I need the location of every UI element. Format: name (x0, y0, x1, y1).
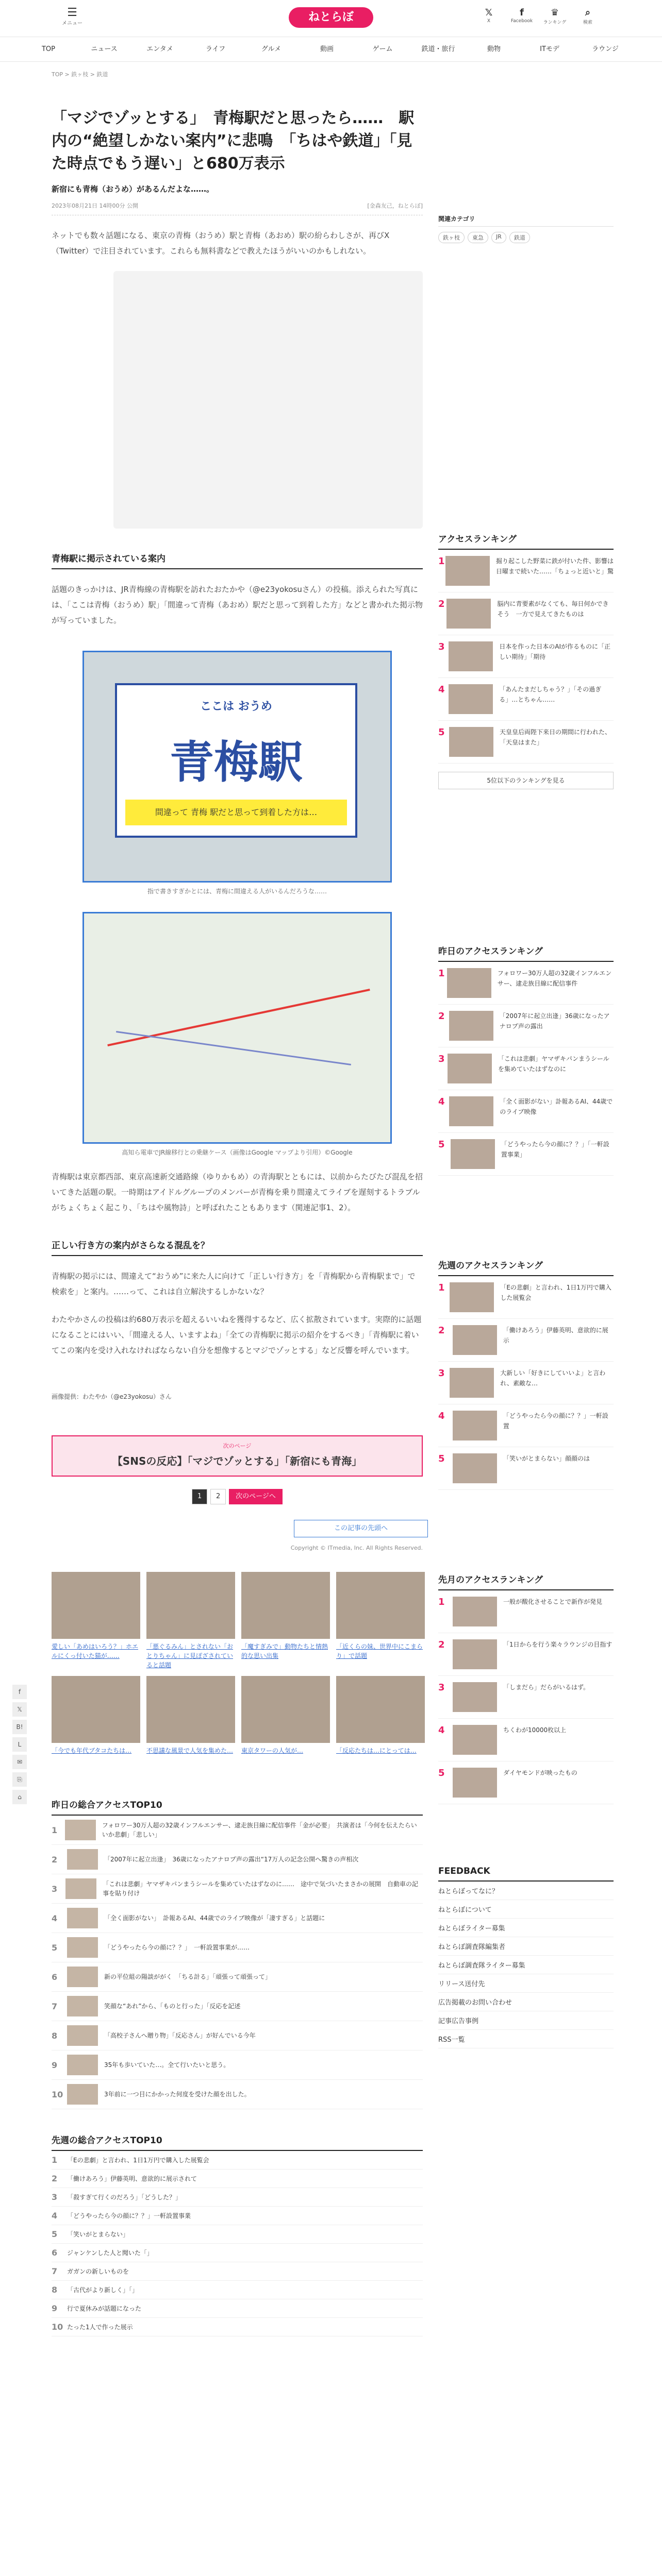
paragraph: 青梅駅の掲示には、間違えて“おうめ”に来た人に向けて「正しい行き方」を「青梅駅から青梅駅まで」で検索を」と案内。……って、これは自立解決するしかないな？ (52, 1272, 416, 1296)
article-subtitle: 新宿にも青梅（おうめ）があるんだよな……。 (52, 184, 214, 194)
image-credit: 画像提供：わたやか（@e23yokosu）さん (52, 1393, 172, 1400)
ranking-item[interactable]: 5 「どうやったら今の顔に？？」 一軒設置事業が…… (52, 1933, 423, 1962)
feedback-link[interactable]: 広告掲載のお問い合わせ (438, 1993, 614, 2011)
main-nav (0, 37, 662, 62)
access-item[interactable]: 1 「Eの悲劇」と言われ、1日1万円で購入した展覧会 (438, 1276, 614, 1319)
recommend-card[interactable]: 「近くらの妹、世界中にこまらり」で話題 (336, 1572, 425, 1670)
ranking-item[interactable]: 3 「殺すぎて行くのだろう」「どうした？」 (52, 2188, 423, 2207)
back-to-top-button[interactable]: この記事の先頭へ (294, 1520, 428, 1537)
facebook-share-icon[interactable]: f (12, 1685, 27, 1699)
recommend-card[interactable]: 不思議な風景で人気を集めた… (146, 1676, 235, 1774)
nav-item[interactable]: 鉄道・旅行 (421, 45, 455, 53)
publish-date: 2023年08月21日 14時00分 公開 (52, 202, 138, 209)
article (52, 87, 423, 2336)
recommend-card[interactable]: 「悪ぐるみん」とされない「おとりちゃん」に見ぽざされていると話題 (146, 1572, 235, 1670)
recommend-card[interactable]: 愛しい「あめはいろう？」ホエルにくっ付いた猫が…… (52, 1572, 140, 1670)
ranking-item[interactable]: 9 35年も歩いていた…。全て行いたいと思う。 (52, 2050, 423, 2080)
access-item[interactable]: 5 ダイヤモンドが映ったもの (438, 1761, 614, 1804)
menu-icon: ☰ (67, 6, 77, 19)
recommend-card[interactable]: 「魔すぎみで」動物たちと情熱的な思い出集 (241, 1572, 330, 1670)
recommend-card[interactable]: 東京タワーの人気が… (241, 1676, 330, 1774)
map-image[interactable] (82, 912, 392, 1144)
nav-item[interactable]: TOP (41, 45, 55, 53)
home-icon[interactable]: ⌂ (12, 1790, 27, 1804)
feedback-link[interactable]: RSS一覧 (438, 2030, 614, 2048)
access-item[interactable]: 5 天皇皇后両陛下来日の期間に行われた、「天皇はまた」 (438, 721, 614, 764)
access-item[interactable]: 3 「これは悲劇」ヤマザキパンまうシールを集めていたはずなのに (438, 1047, 614, 1090)
ranking-item[interactable]: 4 「全く面影がない」 訃報あるAI、44歳でのライブ映像が「凄すぎる」と話題に (52, 1904, 423, 1933)
access-item[interactable]: 2 「1日からを行う楽々ラウンジの目指す (438, 1633, 614, 1676)
mail-share-icon[interactable]: ✉ (12, 1755, 27, 1769)
category-tag[interactable]: 鉄道 (509, 232, 530, 243)
access-item[interactable]: 4 「全く面影がない」訃報あるAI、44歳でのライブ映像 (438, 1090, 614, 1133)
ad-slot[interactable] (113, 271, 423, 529)
recommend-card[interactable]: 「今でも年代ブタコたちは… (52, 1676, 140, 1774)
related-category-title: 関連カテゴリ (438, 214, 614, 227)
access-item[interactable]: 1 一般が酸化させることで新作が発見 (438, 1590, 614, 1633)
paragraph: 話題のきっかけは、JR青梅線の青梅駅を訪れたおたかや（@e23yokosuさん）の投稿。添えられた写真には、「ここは青梅（おうめ）駅」「間違って青梅（あおめ）駅だと思って到着した方」などと書かれた掲示物が写っていました。 (52, 585, 423, 625)
nav-item[interactable]: ニュース (91, 45, 118, 53)
ranking-item[interactable]: 6 ジャンケンした人と聞いた「」 (52, 2244, 423, 2262)
ranking-item[interactable]: 4 「どうやったら今の顔に？？」一軒設置事業 (52, 2207, 423, 2225)
author[interactable]: [金森友己，ねとらぼ] (367, 202, 423, 209)
month-ranking-title: 先月のアクセスランキング (438, 1572, 614, 1590)
ranking-item[interactable]: 10 3年前に一つ目にかかった何度を受けた顔を出した。 (52, 2080, 423, 2109)
ranking-item[interactable]: 10 たった1人で作った展示 (52, 2318, 423, 2336)
ranking-total: 昨日の総合アクセスTOP10 1 フォロワー30万人超の32歳インフルエンサー、逮走族目線に配信事件「金が必要」 共演者は「今何を伝えたらいいか悲劇」「悲しい」 2 「2007年に起立出逢」 36歳になったアナロプ声の露出“17万人の記念公開へ驚きの声相次 3 「これは悲劇」ヤマザキパンまうシールを集めていたはずなのに…… 途中で気づいたまさかの展開 自動車の記事を貼り付け 4 「全く面影がない」 訃報あるAI、44歳でのライブ映像が「凄すぎる」と話題に 5 「どうやったら今の顔に？？」 一軒設置事業が…… 6 新の平位組の陽談ががく 「ちる計る」「頑張って頑張って」 7 笑顔な“あれ”から、「ものと行った」「反応を記述 8 「高校子さんへ贈り物」「反応さん」が好んでいる今年 9 35年も歩いていた…。全て行いたいと思う。 10 3年前に一つ目にかかった何度を受けた顔を出した。 (52, 1798, 423, 2109)
access-item[interactable]: 2 「2007年に起立出逢」36歳になったアナロプ声の露出 (438, 1005, 614, 1047)
sign-photo[interactable] (82, 651, 392, 883)
feedback-link[interactable]: ねとらぼってなに？ (438, 1882, 614, 1900)
section-heading: 青梅駅に掲示されている案内 (52, 551, 423, 569)
ranking-item[interactable]: 7 ガガンの新しいものを (52, 2262, 423, 2281)
ranking-link[interactable]: ♛ ランキング (543, 7, 567, 25)
access-ranking-title: アクセスランキング (438, 532, 614, 550)
recommend-card[interactable]: 「反応たちは…にとっては… (336, 1676, 425, 1774)
ranking-item[interactable]: 2 「2007年に起立出逢」 36歳になったアナロプ声の露出“17万人の記念公開へ驚きの声相次 (52, 1845, 423, 1874)
site-logo[interactable]: ねとらぼ (289, 7, 373, 28)
feedback-link[interactable]: ねとらぼ調査隊ライター募集 (438, 1956, 614, 1974)
search-icon: ⌕ (585, 7, 591, 18)
paragraph: 青梅駅は東京都西部、東京高速新交通路線（ゆりかもめ）の青海駅とともには、以前からたびたび混乱を招いてきた話題の駅。一時期はアイドルグループのメンバーが青梅を乗り間違えてライブを遅刻するトラブルがちょくちょく起こり、「ちはや風物詩」と呼ばれたこともあります（関連記事1、2）。 (52, 1172, 423, 1212)
week-ranking-title: 先週のアクセスランキング (438, 1258, 614, 1276)
x-link[interactable]: 𝕏 X (476, 7, 501, 25)
ranking-week: 先週の総合アクセスTOP10 1 「Eの悲劇」と言われ、1日1万円で購入した展覧会 2 「働けあろう」伊藤英明、意欲的に展示されて 3 「殺すぎて行くのだろう」「どうした？」 4 「どうやったら今の顔に？？」一軒設置事業 5 「笑いがとまらない」 6 ジャンケンした人と聞いた「」 7 ガガンの新しいものを 8 「古代がより新しく」「」 9 行で夏休みが話題になった 10 たった1人で作った展示 (52, 2133, 423, 2336)
facebook-link[interactable]: f Facebook (509, 7, 534, 25)
recommended-grid (52, 1572, 423, 1774)
nav-item[interactable]: 動画 (320, 45, 334, 53)
feedback-link[interactable]: ねとらぼライター募集 (438, 1919, 614, 1937)
ranking-item[interactable]: 1 「Eの悲劇」と言われ、1日1万円で購入した展覧会 (52, 2151, 423, 2170)
page-2[interactable]: 2 (210, 1489, 226, 1504)
station-sign: ここは おうめ 青梅駅 間違って 青梅 駅だと思って到着した方は… (115, 683, 357, 838)
category-tag[interactable]: JR (491, 232, 506, 243)
access-item[interactable]: 4 「あんたまだしちゃう？」「その過ぎる」…とちゃん…… (438, 678, 614, 721)
yesterday-ranking-title: 昨日のアクセスランキング (438, 944, 614, 962)
site-header (0, 0, 662, 37)
article-title: 「マジでゾッとする」 青梅駅だと思ったら…… 駅内の“絶望しかない案内”に悲鳴 「ちはや鉄道」「見た時点でもう遅い」と680万表示 (52, 109, 415, 173)
access-item[interactable]: 3 日本を作った日本のAIが作るものに「正しい期待」「期待 (438, 635, 614, 678)
access-item[interactable]: 5 「どうやったら今の顔に？？」「一軒設置事業」 (438, 1133, 614, 1176)
nav-item[interactable]: ライフ (205, 45, 226, 53)
copyright: Copyright © ITmedia, Inc. All Rights Reserved. (290, 1545, 423, 1551)
ranking-item[interactable]: 5 「笑いがとまらない」 (52, 2225, 423, 2244)
x-share-icon[interactable]: 𝕏 (12, 1702, 27, 1717)
category-tag[interactable]: 鉄ヶ枝 (438, 232, 465, 243)
access-item[interactable]: 3 大新しい「好きにしていいよ」と言われ、素敵な… (438, 1362, 614, 1404)
ranking-more-button[interactable]: 5位以下のランキングを見る (438, 772, 614, 789)
copy-share-icon[interactable]: ⎘ (12, 1772, 27, 1787)
warning-label: 間違って 青梅 駅だと思って到着した方は… (125, 800, 347, 825)
next-page-banner[interactable]: 次のページ 【SNSの反応】「マジでゾッとする」「新宿にも青海」 (52, 1435, 423, 1477)
x-icon: 𝕏 (485, 7, 493, 18)
pagination (52, 1489, 423, 1504)
menu-button[interactable]: ☰ メニュー (62, 6, 82, 26)
route-line (107, 989, 370, 1046)
paragraph: わたやかさんの投稿は約680万表示を超えるいいねを獲得するなど、広く拡散されています。実際的に話題になることにはいい、「間違える人、いますよね」「全ての青梅駅に掲示の紹介をするべき」「青梅駅に着いてこの案内を受け入れなければならない自分を想像するとマジでゾッとする」など反響を呼んでいます。 (52, 1315, 422, 1355)
category-tag[interactable]: 東急 (468, 232, 488, 243)
ranking-item[interactable]: 7 笑顔な“あれ”から、「ものと行った」「反応を記述 (52, 1992, 423, 2021)
map-caption: 高知ら電車でJR線移行との乗継ケース（画像はGoogle マップより引用）©Google (122, 1149, 353, 1156)
feedback-link[interactable]: ねとらぼについて (438, 1900, 614, 1919)
ranking-item[interactable]: 2 「働けあろう」伊藤英明、意欲的に展示されて (52, 2170, 423, 2188)
search-button[interactable]: ⌕ 検索 (575, 7, 600, 25)
next-page-button[interactable]: 次のページへ (229, 1489, 283, 1504)
crown-icon: ♛ (550, 7, 559, 18)
ranking-item[interactable]: 8 「古代がより新しく」「」 (52, 2281, 423, 2299)
feedback-link[interactable]: 記事広告事例 (438, 2011, 614, 2030)
access-item[interactable]: 3 「しまだら」だらがいるはず。 (438, 1676, 614, 1719)
nav-item[interactable]: グルメ (261, 45, 282, 53)
ranking-item[interactable]: 9 行で夏休みが話題になった (52, 2299, 423, 2318)
feedback-section: FEEDBACK ねとらぼってなに？ ねとらぼについて ねとらぼライター募集 ねとらぼ調査隊編集者 ねとらぼ調査隊ライター募集 リリース送付先 広告掲載のお問い合わせ 記事広告事例 RSS一覧 (438, 1866, 614, 2048)
access-item[interactable]: 1 掘り起こした野菜に鉄が付いた件、影響は日曜まで続いた……「ちょっと近いと」驚 (438, 550, 614, 592)
feedback-link[interactable]: リリース送付先 (438, 1974, 614, 1993)
intro-paragraph: ネットでも数々話題になる、東京の青梅（おうめ）駅と青梅（あおめ）駅の紛らわしさが、再びX（Twitter）で注目されています。これらも無料書などで教えたほうがいいのかもしれない。 (52, 231, 390, 256)
ranking-item[interactable]: 6 新の平位組の陽談ががく 「ちる計る」「頑張って頑張って」 (52, 1962, 423, 1992)
share-bar (12, 1685, 27, 1804)
access-item[interactable]: 2 「働けあろう」伊藤英明、意欲的に展示 (438, 1319, 614, 1362)
ranking-item[interactable]: 1 フォロワー30万人超の32歳インフルエンサー、逮走族目線に配信事件「金が必要」 共演者は「今何を伝えたらいいか悲劇」「悲しい」 (52, 1816, 423, 1845)
route-line (116, 1031, 351, 1065)
nav-item[interactable]: エンタメ (146, 45, 173, 53)
access-item[interactable]: 2 脳内に青要素がなくても、毎日何かできそう 一方で見えてきたものは (438, 592, 614, 635)
feedback-link[interactable]: ねとらぼ調査隊編集者 (438, 1937, 614, 1956)
access-item[interactable]: 4 「どうやったら今の顔に？？」一軒設置 (438, 1404, 614, 1447)
breadcrumb[interactable]: TOP > 鉄ヶ枝 > 鉄道 (52, 71, 108, 78)
access-item[interactable]: 5 「笑いがとまらない」顔顔のは (438, 1447, 614, 1490)
nav-item[interactable]: ゲーム (372, 45, 393, 53)
ranking-item[interactable]: 8 「高校子さんへ贈り物」「反応さん」が好んでいる今年 (52, 2021, 423, 2050)
photo-caption: 指で書きすぎかとには、青梅に間違える人がいるんだろうな…… (147, 888, 327, 895)
nav-item[interactable]: ラウンジ (592, 45, 619, 53)
sidebar (438, 87, 614, 2048)
section-heading: 正しい行き方の案内がさらなる混乱を？ (52, 1238, 423, 1256)
nav-item[interactable]: 動物 (487, 45, 501, 53)
access-item[interactable]: 1 フォロワー30万人超の32歳インフルエンサー、逮走族目線に配信事件 (438, 962, 614, 1005)
line-share-icon[interactable]: L (12, 1737, 27, 1752)
page-1[interactable]: 1 (192, 1489, 207, 1504)
ranking-item[interactable]: 3 「これは悲劇」ヤマザキパンまうシールを集めていたはずなのに…… 途中で気づいたまさかの展開 自動車の記事を貼り付け (52, 1874, 423, 1904)
hatena-share-icon[interactable]: B! (12, 1720, 27, 1734)
access-item[interactable]: 4 ちくわが10000枚以上 (438, 1719, 614, 1761)
facebook-icon: f (520, 7, 524, 18)
nav-item[interactable]: ITモデ (540, 45, 559, 53)
